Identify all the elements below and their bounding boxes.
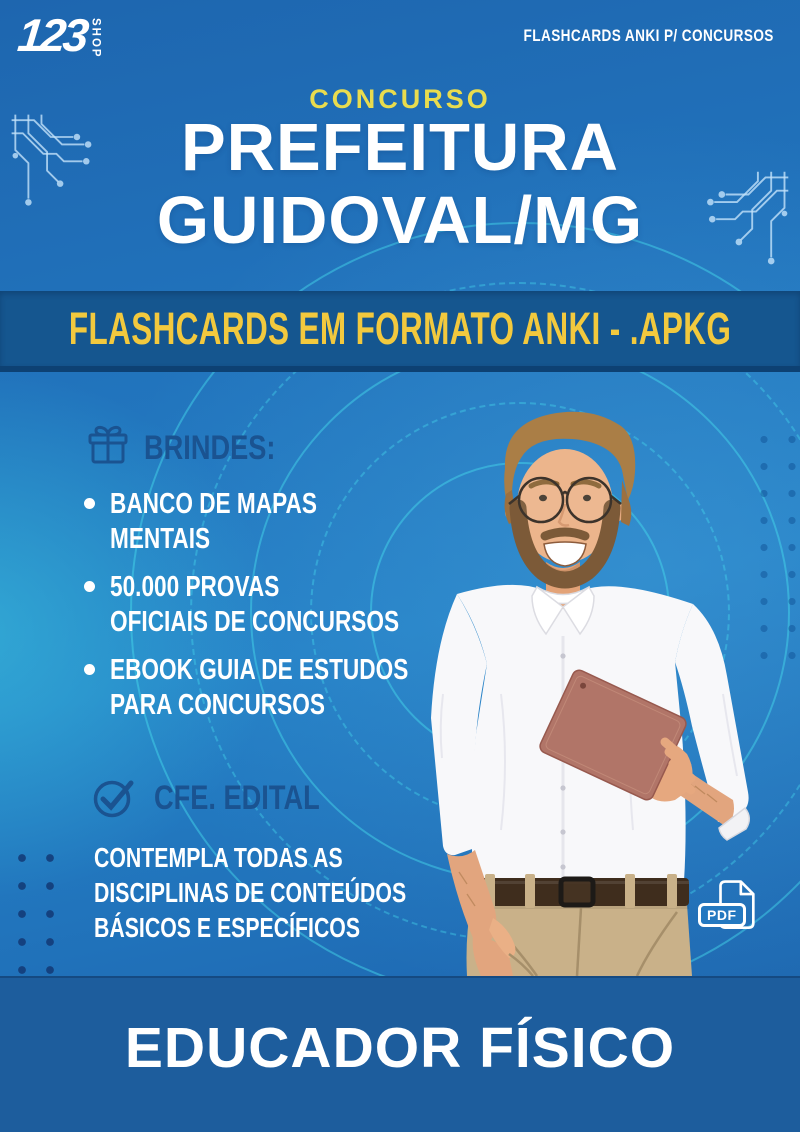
list-item	[84, 653, 492, 723]
item-line: BANCO DE MAPAS	[110, 488, 317, 520]
edital-description	[94, 840, 505, 945]
benefits-list	[84, 487, 492, 736]
bullet-icon	[84, 664, 95, 675]
top-right-tagline: FLASHCARDS ANKI P/ CONCURSOS	[523, 26, 774, 45]
bullet-icon	[84, 498, 95, 509]
edital-section-heading	[90, 770, 361, 827]
list-item	[84, 487, 492, 557]
logo-number: 123	[15, 9, 89, 61]
format-banner	[0, 291, 800, 372]
dot-grid-bottom-left	[6, 842, 64, 974]
check-circle-icon	[90, 770, 142, 827]
item-line: OFICIAIS DE CONCURSOS	[110, 606, 400, 638]
list-item	[84, 570, 492, 640]
edital-line: BÁSICOS E ESPECÍFICOS	[94, 912, 361, 943]
page-title	[0, 111, 800, 257]
title-line-2: GUIDOVAL/MG	[156, 183, 644, 258]
edital-line: CONTEMPLA TODAS AS	[94, 842, 343, 873]
edital-line: DISCIPLINAS DE CONTEÚDOS	[94, 877, 407, 908]
logo-word: SHOP	[89, 18, 102, 59]
brindes-section-heading	[84, 422, 308, 475]
title-line-1: PREFEITURA	[180, 110, 620, 185]
bullet-icon	[84, 581, 95, 592]
gift-icon	[84, 422, 132, 475]
footer-banner	[0, 976, 800, 1132]
item-line: PARA CONCURSOS	[110, 689, 325, 721]
edital-heading: CFE. EDITAL	[154, 779, 320, 817]
kicker-label: CONCURSO	[309, 84, 491, 114]
pdf-file-icon	[700, 874, 766, 940]
brand-logo	[15, 9, 102, 61]
item-line: 50.000 PROVAS	[110, 571, 280, 603]
item-line: EBOOK GUIA DE ESTUDOS	[110, 654, 409, 686]
pdf-label: PDF	[698, 903, 746, 927]
format-banner-text: FLASHCARDS EM FORMATO ANKI - .APKG	[68, 302, 732, 354]
item-line: MENTAIS	[110, 523, 211, 555]
footer-role: EDUCADOR FÍSICO	[124, 1016, 676, 1080]
brindes-heading: BRINDES:	[144, 429, 276, 467]
